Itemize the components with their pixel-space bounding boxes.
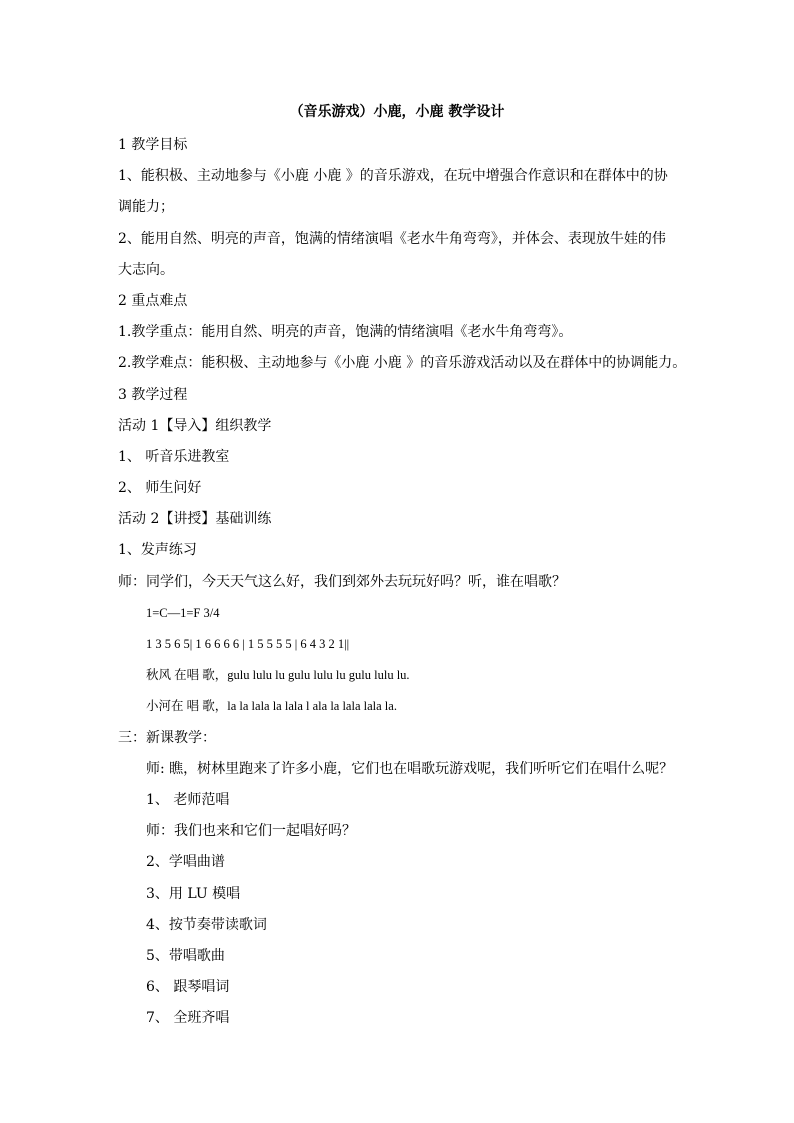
lyrics-line: 秋风 在唱 歌，gulu lulu lu gulu lulu lu gulu lulu lu. — [146, 668, 410, 682]
list-item: 2、 师生问好 — [118, 480, 202, 496]
section-heading-process: 3 教学过程 — [118, 387, 188, 403]
list-item: 1、 听音乐进教室 — [118, 449, 230, 465]
lyrics-line: 小河在 唱 歌，la la lala la lala l ala la lala lala la. — [146, 699, 397, 713]
paragraph-line: 1、能积极、主动地参与《小鹿 小鹿 》的音乐游戏，在玩中增强合作意识和在群体中的协 — [118, 168, 668, 184]
paragraph-line: 1.教学重点：能用自然、明亮的声音，饱满的情绪演唱《老水牛角弯弯》。 — [118, 324, 573, 340]
paragraph-line: 2.教学难点：能积极、主动地参与《小鹿 小鹿 》的音乐游戏活动以及在群体中的协调能力。 — [118, 355, 687, 371]
list-item: 6、 跟琴唱词 — [146, 979, 230, 995]
activity-heading: 活动 2【讲授】基础训练 — [118, 511, 272, 527]
music-key-signature: 1=C—1=F 3/4 — [146, 606, 220, 620]
list-item: 1、 老师范唱 — [146, 792, 230, 808]
document-title: （音乐游戏）小鹿，小鹿 教学设计 — [289, 104, 505, 120]
list-item: 1、发声练习 — [118, 542, 197, 558]
activity-heading: 活动 1【导入】组织教学 — [118, 418, 272, 434]
paragraph-line: 师：同学们，今天天气这么好，我们到郊外去玩玩好吗？听，谁在唱歌？ — [118, 574, 566, 590]
list-item: 3、用 LU 模唱 — [146, 886, 241, 902]
section-heading-new-lesson: 三：新课教学： — [118, 730, 216, 746]
list-item: 2、学唱曲谱 — [146, 854, 225, 870]
list-item: 4、按节奏带读歌词 — [146, 917, 267, 933]
section-heading-key-points: 2 重点难点 — [118, 293, 188, 309]
paragraph-line: 调能力； — [118, 199, 174, 215]
paragraph-line: 师: 瞧，树林里跑来了许多小鹿，它们也在唱歌玩游戏呢，我们听听它们在唱什么呢？ — [146, 761, 674, 777]
music-notation: 1 3 5 6 5| 1 6 6 6 6 | 1 5 5 5 5 | 6 4 3 2 1|| — [146, 637, 350, 651]
paragraph-line: 师：我们也来和它们一起唱好吗？ — [146, 823, 356, 839]
paragraph-line: 大志向。 — [118, 262, 174, 278]
section-heading-objectives: 1 教学目标 — [118, 137, 188, 153]
list-item: 5、带唱歌曲 — [146, 948, 225, 964]
paragraph-line: 2、能用自然、明亮的声音，饱满的情绪演唱《老水牛角弯弯》，并体会、表现放牛娃的伟 — [118, 231, 666, 247]
list-item: 7、 全班齐唱 — [146, 1010, 230, 1026]
